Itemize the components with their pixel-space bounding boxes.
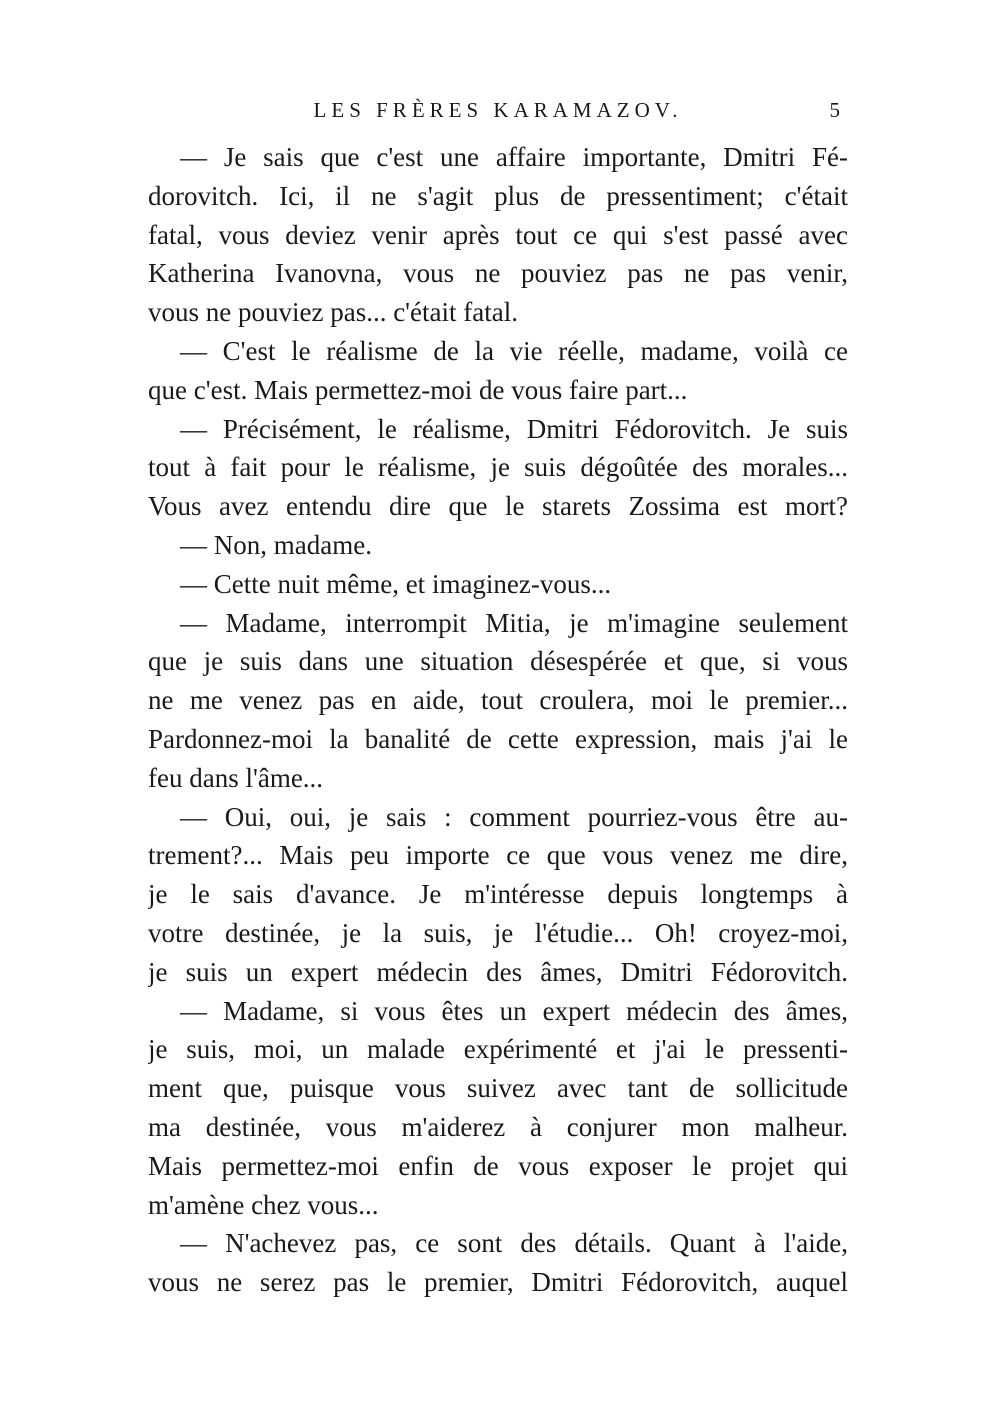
text-line: feu dans l'âme... — [148, 762, 324, 793]
text-line: dorovitch. Ici, il ne s'agit plus de pressentiment; c'était — [148, 180, 848, 211]
text-line: — Cette nuit même, et imaginez-vous... — [180, 568, 612, 599]
text-line: fatal, vous deviez venir après tout ce qui s'est passé avec — [148, 219, 848, 250]
text-line: que c'est. Mais permettez-moi de vous faire part... — [148, 374, 688, 405]
text-line: je le sais d'avance. Je m'intéresse depuis longtemps à — [148, 879, 848, 910]
text-line: je suis un expert médecin des âmes, Dmitri Fédorovitch. — [148, 956, 848, 987]
text-line: ne me venez pas en aide, tout croulera, moi le premier... — [148, 685, 848, 716]
text-line: — Madame, si vous êtes un expert médecin des âmes, — [180, 995, 848, 1026]
text-line: vous ne pouviez pas... c'était fatal. — [148, 297, 518, 328]
text-line: — Madame, interrompit Mitia, je m'imagine seulement — [180, 607, 848, 638]
text-line: ma destinée, vous m'aiderez à conjurer mon malheur. — [148, 1111, 848, 1142]
text-line: tout à fait pour le réalisme, je suis dégoûtée des morales... — [148, 452, 848, 483]
text-line: je suis, moi, un malade expérimenté et j'ai le pressenti- — [148, 1034, 848, 1065]
text-line: trement?... Mais peu importe ce que vous venez me dire, — [148, 840, 848, 871]
text-line: votre destinée, je la suis, je l'étudie... Oh! croyez-moi, — [148, 917, 848, 948]
text-line: — Non, madame. — [180, 529, 372, 560]
text-line: — Oui, oui, je sais : comment pourriez-vous être au- — [180, 801, 848, 832]
text-line: Mais permettez-moi enfin de vous exposer le projet qui — [148, 1150, 848, 1181]
text-line: Vous avez entendu dire que le starets Zossima est mort? — [148, 491, 848, 522]
text-line: ment que, puisque vous suivez avec tant de sollicitude — [148, 1073, 848, 1104]
running-head — [148, 92, 848, 128]
text-line: Katherina Ivanovna, vous ne pouviez pas ne pas venir, — [148, 258, 848, 289]
text-line: — C'est le réalisme de la vie réelle, madame, voilà ce — [180, 335, 848, 366]
body-text — [148, 138, 848, 1302]
page-number: 5 — [829, 98, 840, 122]
text-line: Pardonnez-moi la banalité de cette expression, mais j'ai le — [148, 723, 848, 754]
text-line: que je suis dans une situation désespérée et que, si vous — [148, 646, 848, 677]
text-line: m'amène chez vous... — [148, 1189, 379, 1220]
text-line: — N'achevez pas, ce sont des détails. Quant à l'aide, — [180, 1228, 848, 1259]
text-line: — Précisément, le réalisme, Dmitri Fédorovitch. Je suis — [180, 413, 848, 444]
text-line: vous ne serez pas le premier, Dmitri Fédorovitch, auquel — [148, 1267, 848, 1298]
text-line: — Je sais que c'est une affaire importante, Dmitri Fé- — [180, 142, 848, 172]
running-title: LES FRÈRES KARAMAZOV. — [313, 98, 683, 122]
